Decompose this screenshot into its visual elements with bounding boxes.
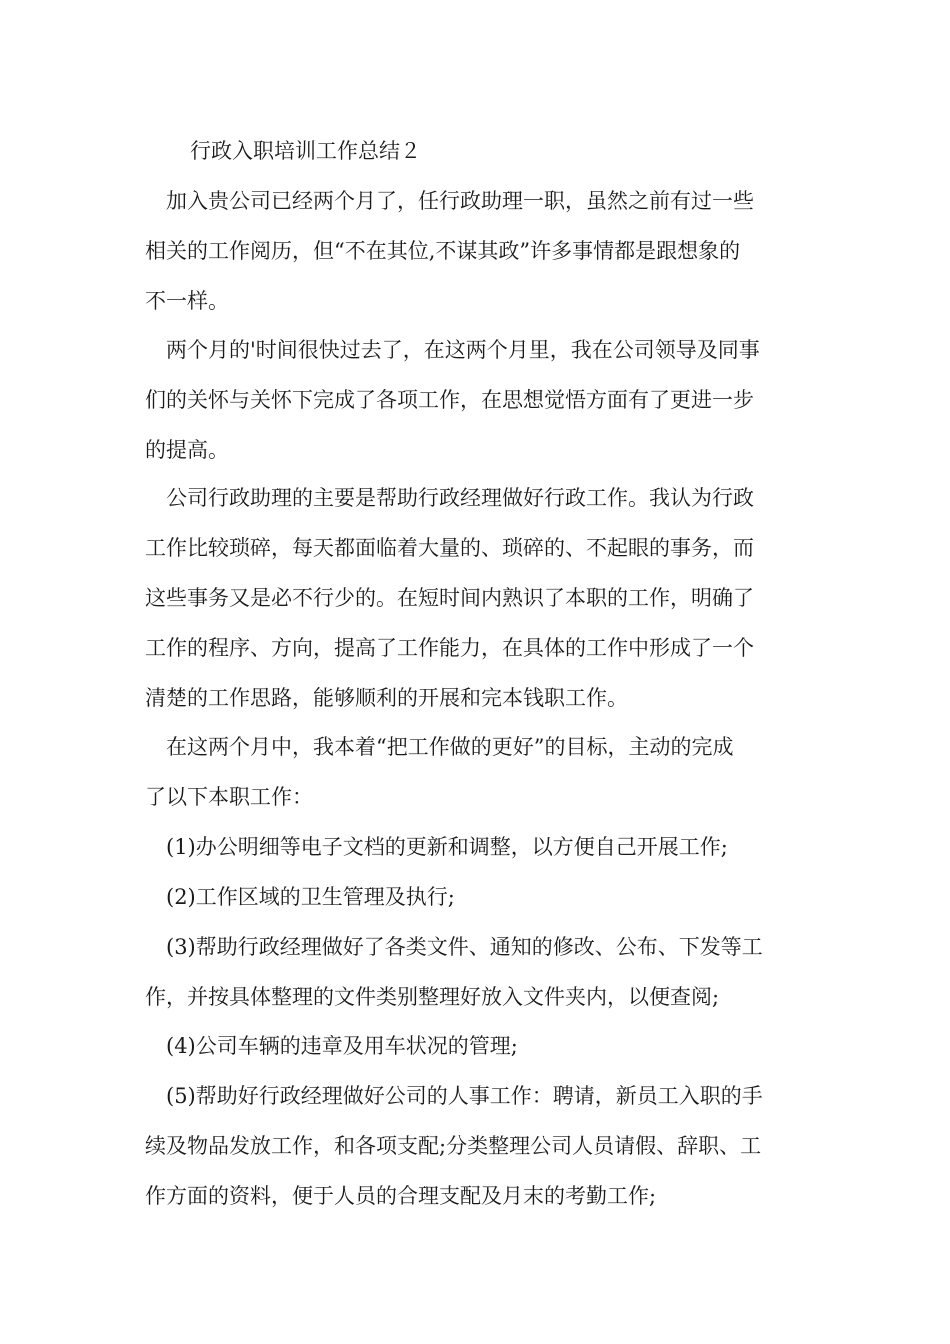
paragraph-4 <box>145 722 810 822</box>
list-item-1 <box>145 822 810 872</box>
list-item-5 <box>145 1071 810 1221</box>
text-line: 工作的程序、方向，提高了工作能力，在具体的工作中形成了一个 <box>145 636 754 660</box>
text-line: 加入贵公司已经两个月了，任行政助理一职，虽然之前有过一些 <box>145 189 754 213</box>
paragraph-2 <box>145 325 810 475</box>
text-line: 不一样。 <box>145 289 229 313</box>
text-line: 了以下本职工作： <box>145 785 313 809</box>
document-title: 行政入职培训工作总结２ <box>190 139 421 163</box>
text-line: (4)公司车辆的违章及用车状况的管理; <box>145 1034 518 1058</box>
text-line: (1)办公明细等电子文档的更新和调整，以方便自己开展工作; <box>145 835 728 859</box>
text-line: 续及物品发放工作，和各项支配;分类整理公司人员请假、辞职、工 <box>145 1134 762 1158</box>
text-line: 的提高。 <box>145 438 229 462</box>
text-line: 在这两个月中，我本着“把工作做的更好”的目标，主动的完成 <box>145 735 734 759</box>
text-line: 这些事务又是必不行少的。在短时间内熟识了本职的工作，明确了 <box>145 586 754 610</box>
list-item-2 <box>145 872 810 922</box>
paragraph-3 <box>145 473 810 723</box>
text-line: 相关的工作阅历，但“不在其位,不谋其政”许多事情都是跟想象的 <box>145 239 741 263</box>
text-line: (2)工作区域的卫生管理及执行; <box>145 885 455 909</box>
text-line: 作方面的资料，便于人员的合理支配及月末的考勤工作; <box>145 1184 657 1208</box>
list-item-3 <box>145 922 810 1022</box>
text-line: 清楚的工作思路，能够顺利的开展和完本钱职工作。 <box>145 686 628 710</box>
text-line: (3)帮助行政经理做好了各类文件、通知的修改、公布、下发等工 <box>145 935 763 959</box>
text-line: 公司行政助理的主要是帮助行政经理做好行政工作。我认为行政 <box>145 486 754 510</box>
text-line: 作，并按具体整理的文件类别整理好放入文件夹内，以便查阅; <box>145 985 720 1009</box>
text-line: 们的关怀与关怀下完成了各项工作，在思想觉悟方面有了更进一步 <box>145 388 754 412</box>
text-line: (5)帮助好行政经理做好公司的人事工作：聘请，新员工入职的手 <box>145 1084 763 1108</box>
text-line: 工作比较琐碎，每天都面临着大量的、琐碎的、不起眼的事务，而 <box>145 536 754 560</box>
paragraph-1 <box>145 176 810 326</box>
list-item-4 <box>145 1021 810 1071</box>
text-line: 两个月的'时间很快过去了，在这两个月里，我在公司领导及同事 <box>145 338 760 362</box>
